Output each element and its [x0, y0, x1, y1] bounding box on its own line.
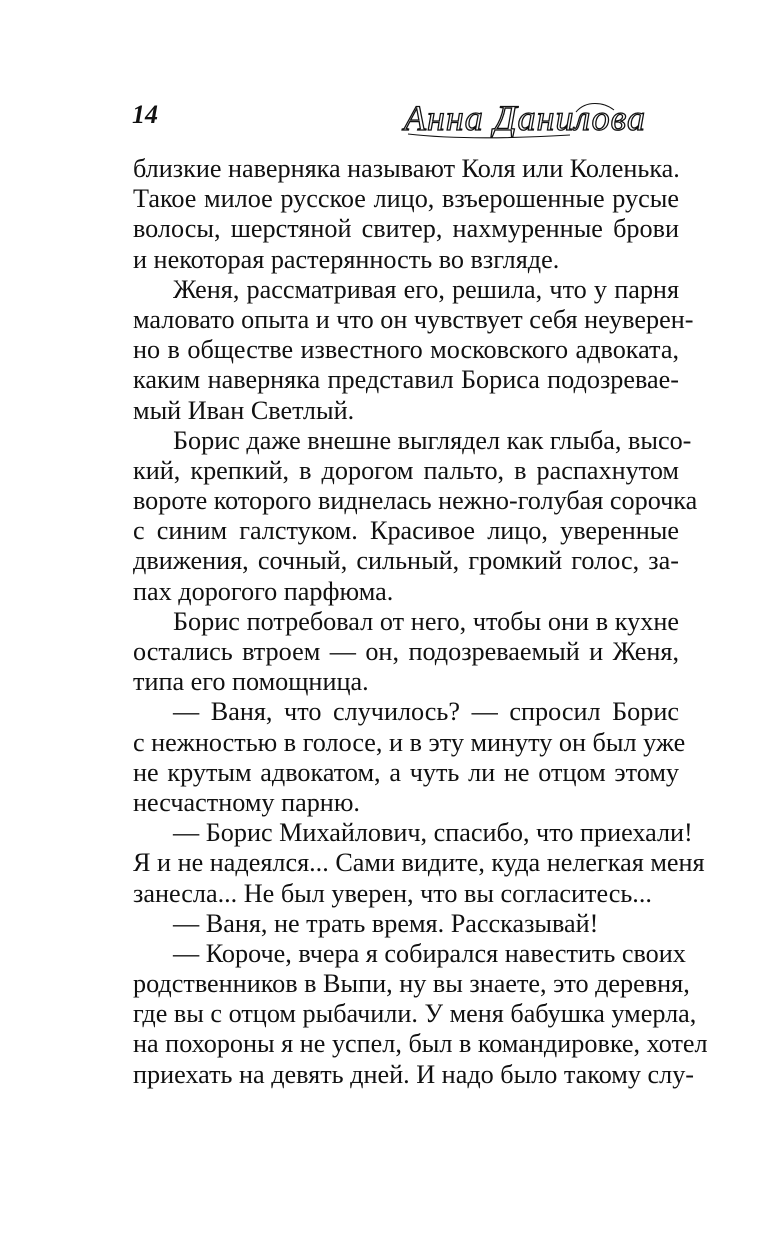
text-line: с нежностью в голосе, и в эту минуту он был уже	[133, 727, 686, 757]
text-line: мый Иван Светлый.	[133, 395, 355, 425]
text-line: остались втроем — он, подозреваемый и Женя,	[133, 637, 679, 666]
text-line: вороте которого виднелась нежно-голубая сорочка	[133, 486, 698, 516]
text-line: движения, сочный, сильный, громкий голос, за-	[133, 546, 679, 576]
text-line: Борис потребовал от него, чтобы они в кухне	[173, 606, 679, 636]
page-number: 14	[132, 100, 158, 129]
text-line: волосы, шерстяной свитер, нахмуренные брови	[133, 214, 679, 244]
text-line: пах дорогого парфюма.	[133, 576, 394, 606]
author-signature-graphic	[400, 94, 682, 142]
author-name-text: Анна Данилова	[404, 98, 646, 138]
text-line: с синим галстуком. Красивое лицо, уверенные	[133, 516, 679, 546]
text-line: Я и не надеялся... Сами видите, куда нелегкая меня	[133, 848, 705, 878]
author-name-logo	[400, 94, 682, 142]
text-line: и некоторая растерянность во взгляде.	[133, 244, 560, 274]
text-line: несчастному парню.	[133, 787, 360, 817]
text-line: близкие наверняка называют Коля или Коленька.	[133, 154, 680, 183]
text-line: Борис даже внешне выглядел как глыба, высо-	[173, 425, 692, 455]
text-line: — Ваня, не трать время. Рассказывай!	[173, 908, 599, 938]
text-line: но в обществе известного московского адвоката,	[133, 335, 679, 365]
text-line: не крутым адвокатом, а чуть ли не отцом этому	[133, 757, 679, 787]
text-line: где вы с отцом рыбачили. У меня бабушка умерла,	[133, 999, 697, 1029]
text-line: кий, крепкий, в дорогом пальто, в распахнутом	[133, 455, 679, 485]
text-line: типа его помощница.	[133, 667, 369, 697]
text-line: Женя, рассматривая его, решила, что у парня	[173, 274, 679, 304]
text-line: на похороны я не успел, был в командировке, хотел	[133, 1029, 708, 1059]
body-text	[133, 154, 708, 1090]
text-line: занесла... Не был уверен, что вы согласитесь...	[133, 878, 652, 908]
text-line: — Ваня, что случилось? — спросил Борис	[173, 697, 679, 727]
text-line: родственников в Выпи, ну вы знаете, это деревня,	[133, 969, 690, 999]
text-line: маловато опыта и что он чувствует себя неуверен-	[133, 304, 694, 334]
text-line: Такое милое русское лицо, взъерошенные русые	[133, 184, 679, 214]
text-line: каким наверняка представил Бориса подозревае-	[133, 365, 679, 395]
text-line: — Борис Михайлович, спасибо, что приехали!	[173, 818, 693, 848]
text-line: — Короче, вчера я собирался навестить своих	[173, 938, 686, 968]
text-line: приехать на девять дней. И надо было такому слу-	[133, 1059, 695, 1089]
